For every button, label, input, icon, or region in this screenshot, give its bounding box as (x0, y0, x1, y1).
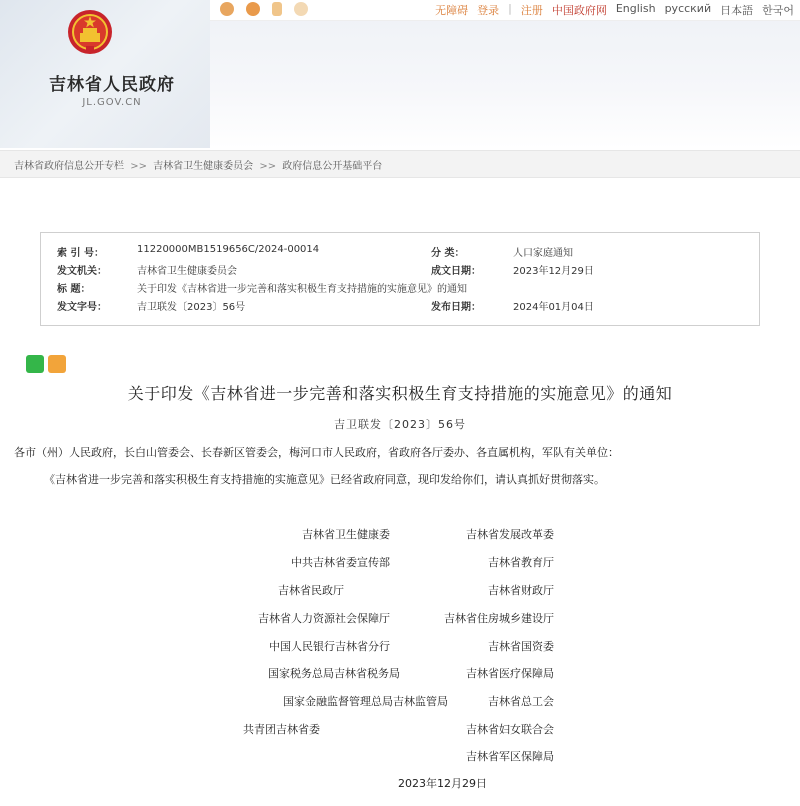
korean-link[interactable]: 한국어 (762, 4, 794, 17)
social-icons (220, 2, 308, 16)
weibo-icon[interactable] (220, 2, 234, 16)
signatory-right: 吉林省妇女联合会 (466, 723, 554, 736)
signatory-left: 吉林省民政厅 (278, 584, 344, 597)
breadcrumb-item-gov-info[interactable]: 吉林省政府信息公开专栏 (14, 161, 124, 172)
china-gov-link[interactable]: 中国政府网 (551, 4, 607, 17)
assistant-icon[interactable] (294, 2, 308, 16)
weibo-share-icon[interactable] (48, 355, 66, 373)
signatory-left: 共青团吉林省委 (243, 723, 320, 736)
site-header (0, 0, 800, 148)
category-label: 分 类： (431, 248, 465, 259)
wechat-icon[interactable] (246, 2, 260, 16)
mobile-icon[interactable] (272, 2, 282, 16)
written-date-value: 2023年12月29日 (513, 266, 594, 277)
signatory-right: 吉林省财政厅 (488, 584, 554, 597)
signatory-left: 吉林省卫生健康委 (302, 528, 390, 541)
written-date-label: 成文日期： (431, 266, 481, 277)
signatory-left: 国家税务总局吉林省税务局 (268, 667, 400, 680)
signatory-right: 吉林省医疗保障局 (466, 667, 554, 680)
signatory-left: 中国人民银行吉林省分行 (269, 640, 390, 653)
document-recipients: 各市（州）人民政府，长白山管委会、长春新区管委会，梅河口市人民政府，省政府各厅委办、各直属机构，军队有关单位： (14, 446, 619, 459)
issuer-label: 发文机关： (57, 266, 107, 277)
title-label: 标 题： (57, 284, 91, 295)
accessibility-link[interactable]: 无障碍 (435, 4, 469, 17)
document-body: 《吉林省进一步完善和落实积极生育支持措施的实施意见》已经省政府同意，现印发给你们，请认真抓好贯彻落实。 (44, 473, 605, 486)
doc-number-label: 发文字号： (57, 302, 107, 313)
signatory-left: 中共吉林省委宣传部 (291, 556, 390, 569)
signatory-right: 吉林省军区保障局 (466, 750, 554, 763)
signatory-left: 国家金融监督管理总局吉林监管局 (283, 695, 448, 708)
publish-date-value: 2024年01月04日 (513, 302, 594, 313)
breadcrumb-item-health-commission[interactable]: 吉林省卫生健康委员会 (153, 161, 254, 172)
document-metadata-table (40, 232, 760, 326)
document-title: 关于印发《吉林省进一步完善和落实积极生育支持措施的实施意见》的通知 (127, 384, 673, 403)
site-domain: JL.GOV.CN (82, 97, 142, 108)
separator: | (508, 2, 512, 15)
breadcrumb (0, 150, 800, 178)
wechat-share-icon[interactable] (26, 355, 44, 373)
breadcrumb-separator: >> (130, 161, 147, 172)
signatory-right: 吉林省住房城乡建设厅 (444, 612, 554, 625)
top-links (435, 2, 794, 18)
document-date: 2023年12月29日 (398, 777, 487, 790)
issuer-value: 吉林省卫生健康委员会 (137, 266, 237, 277)
national-emblem-icon (66, 8, 114, 56)
publish-date-label: 发布日期： (431, 302, 481, 313)
share-buttons (26, 355, 66, 373)
document-number: 吉卫联发〔2023〕56号 (334, 418, 466, 431)
signatory-left: 吉林省人力资源社会保障厅 (258, 612, 390, 625)
signatory-right: 吉林省总工会 (488, 695, 554, 708)
signatory-right: 吉林省教育厅 (488, 556, 554, 569)
breadcrumb-item-platform[interactable]: 政府信息公开基础平台 (282, 161, 383, 172)
site-name[interactable]: 吉林省人民政府 (49, 75, 175, 95)
signatory-right: 吉林省发展改革委 (466, 528, 554, 541)
category-value: 人口家庭通知 (513, 248, 573, 259)
index-value: 11220000MB1519656C/2024-00014 (137, 244, 320, 255)
russian-link[interactable]: русский (664, 2, 712, 15)
english-link[interactable]: English (615, 2, 656, 15)
breadcrumb-separator: >> (259, 161, 277, 172)
top-bar (210, 0, 800, 21)
index-label: 索 引 号： (57, 248, 104, 259)
title-value: 关于印发《吉林省进一步完善和落实积极生育支持措施的实施意见》的通知 (137, 284, 467, 295)
doc-number-value: 吉卫联发〔2023〕56号 (137, 302, 246, 313)
login-link[interactable]: 登录 (477, 4, 500, 17)
register-link[interactable]: 注册 (520, 4, 543, 17)
japanese-link[interactable]: 日本語 (720, 4, 754, 17)
signatory-right: 吉林省国资委 (488, 640, 554, 653)
